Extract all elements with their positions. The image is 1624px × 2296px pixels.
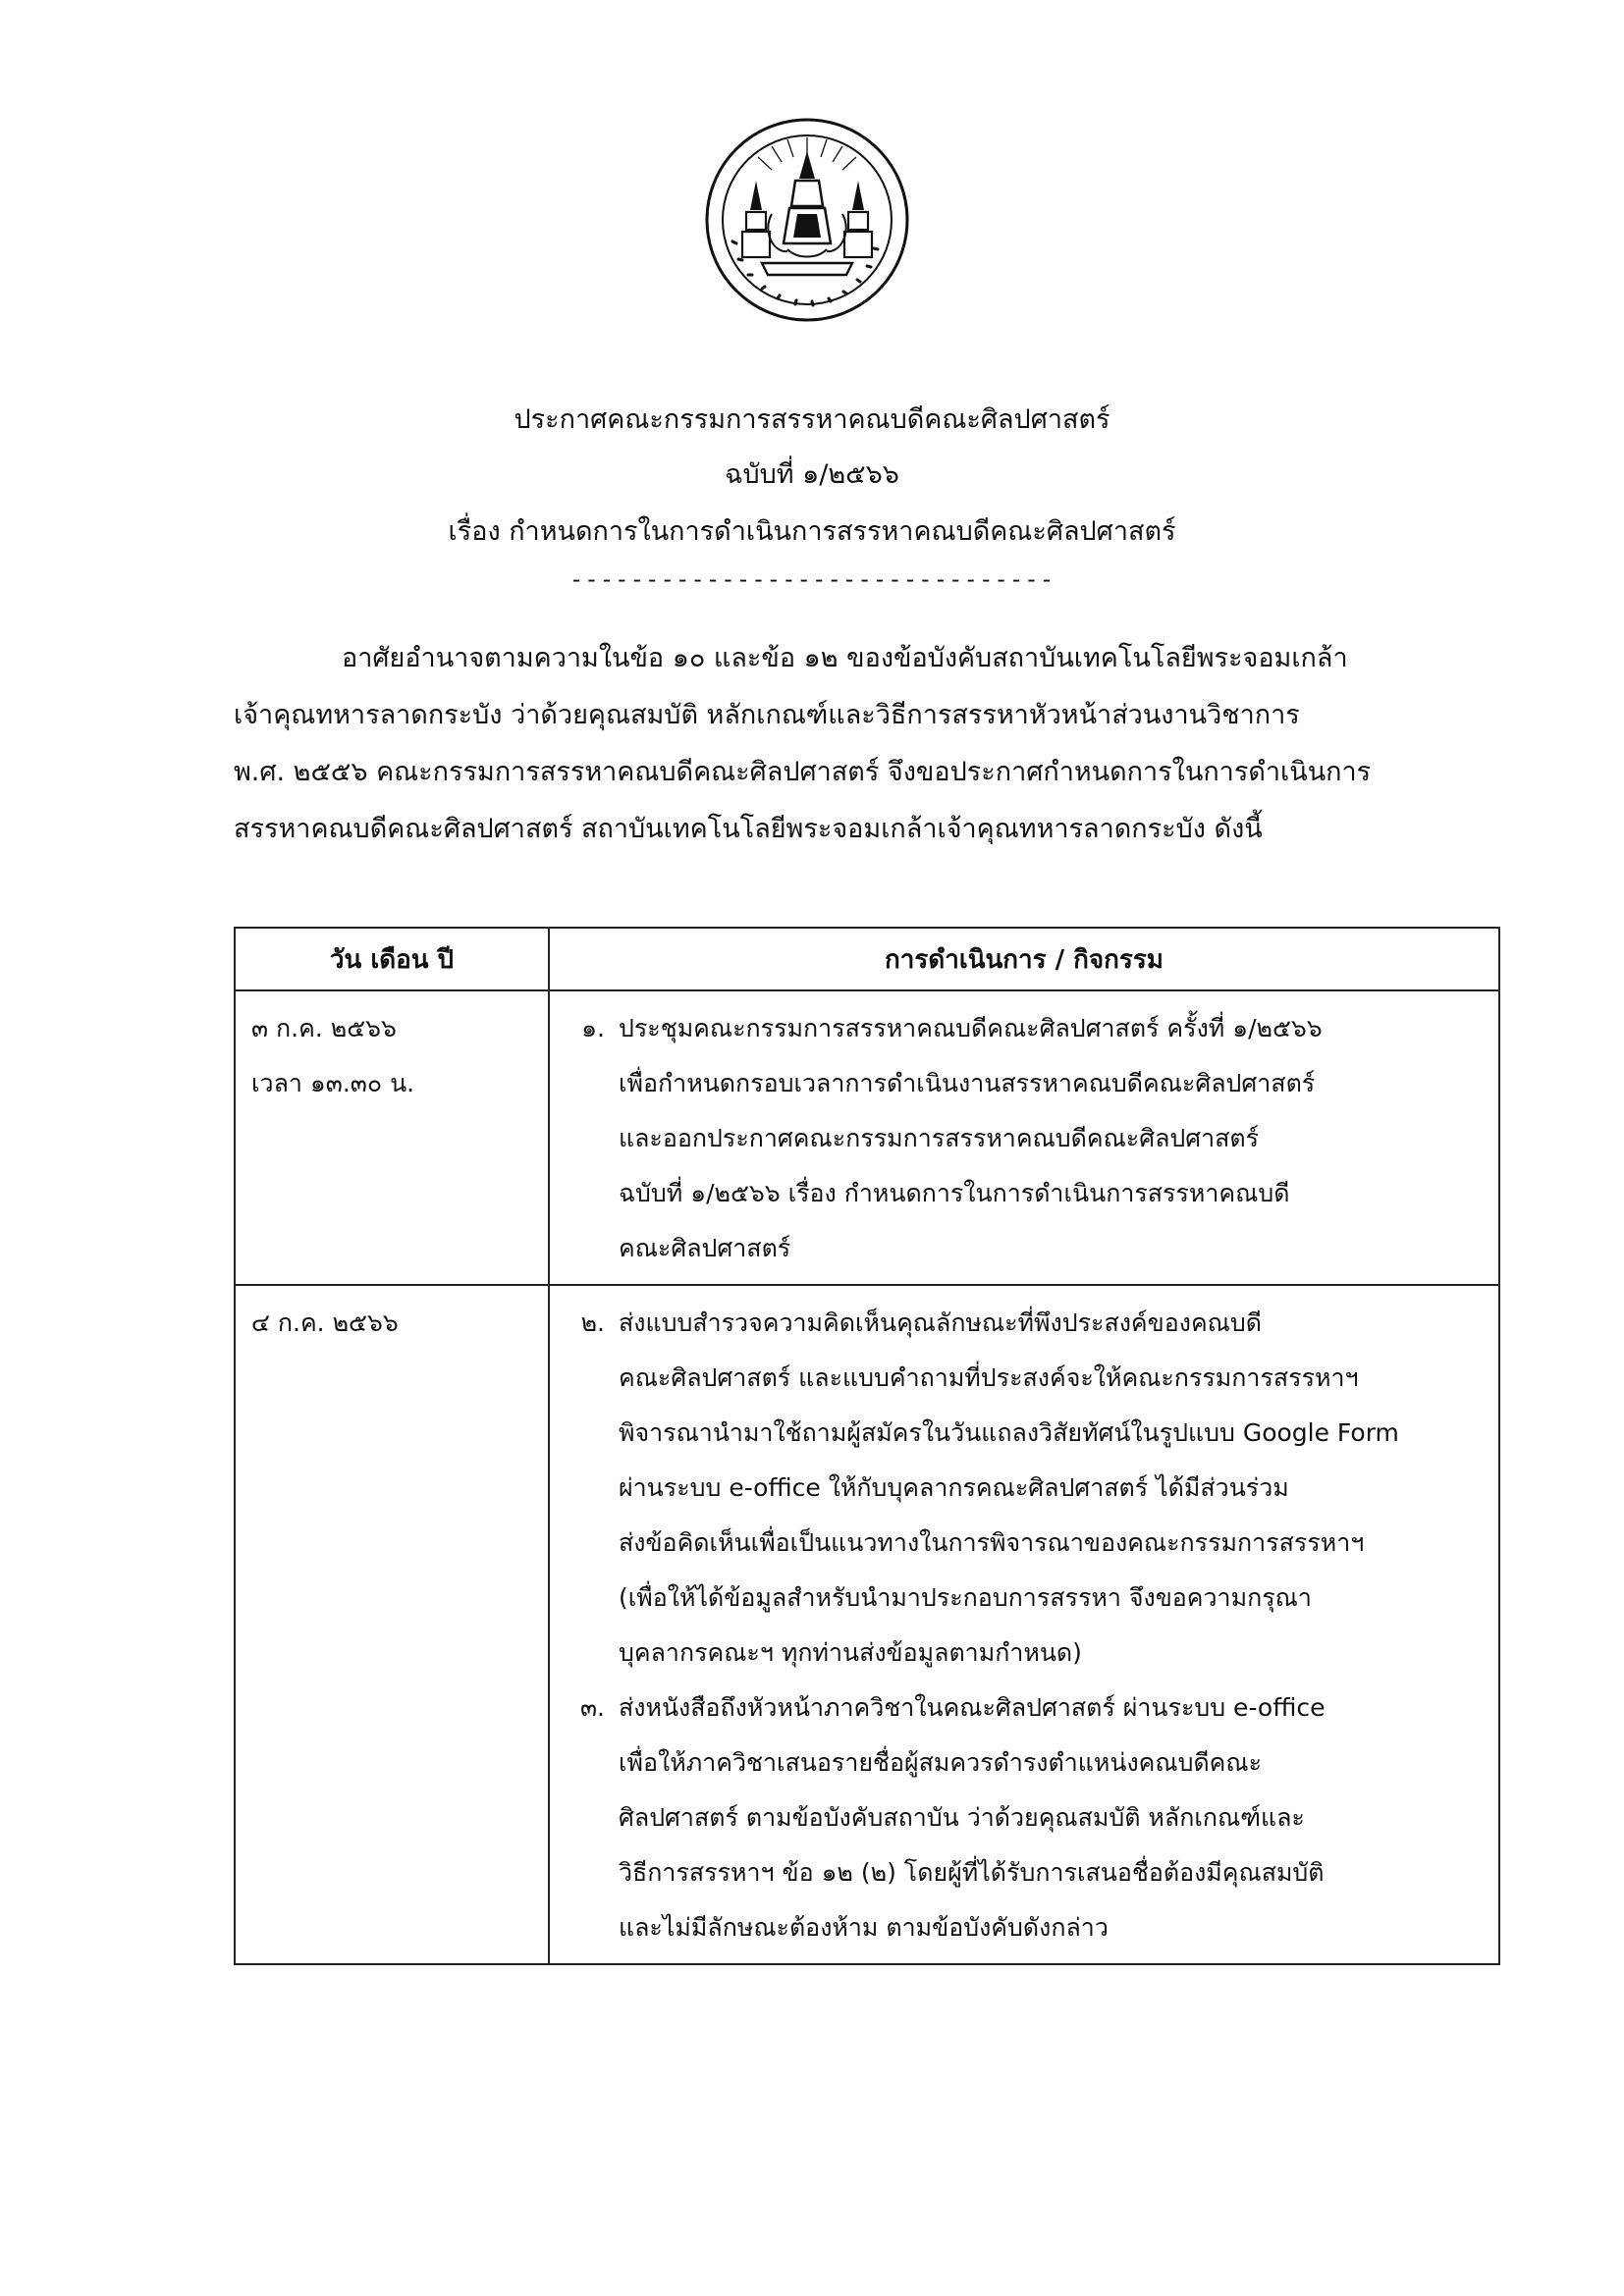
table-row xyxy=(235,1285,1499,1964)
item-line: และออกประกาศคณะกรรมการสรรหาคณบดีคณะศิลปศาสตร์ xyxy=(619,1124,1260,1152)
item-text xyxy=(619,1681,1485,1955)
intro-line: เจ้าคุณทหารลาดกระบัง ว่าด้วยคุณสมบัติ หลักเกณฑ์และวิธีการสรรหาหัวหน้าส่วนงานวิชาการ xyxy=(234,700,1300,730)
announcement-subject: เรื่อง กำหนดการในการดำเนินการสรรหาคณบดีคณะศิลปศาสตร์ xyxy=(448,516,1176,547)
item-line: ประชุมคณะกรรมการสรรหาคณบดีคณะศิลปศาสตร์ ครั้งที่ ๑/๒๕๖๖ xyxy=(619,1014,1323,1042)
intro-line: อาศัยอำนาจตามความในข้อ ๑๐ และข้อ ๑๒ ของข้อบังคับสถาบันเทคโนโลยีพระจอมเกล้า xyxy=(342,643,1348,673)
item-number: ๒. xyxy=(580,1308,605,1337)
item-text xyxy=(619,1296,1485,1681)
item-line: ฉบับที่ ๑/๒๕๖๖ เรื่อง กำหนดการในการดำเนินการสรรหาคณบดี xyxy=(619,1179,1290,1207)
item-line: คณะศิลปศาสตร์ xyxy=(619,1234,791,1262)
activity-column-header: การดำเนินการ / กิจกรรม xyxy=(549,928,1499,990)
intro-paragraph xyxy=(234,630,1483,858)
intro-line: สรรหาคณบดีคณะศิลปศาสตร์ สถาบันเทคโนโลยีพระจอมเกล้าเจ้าคุณทหารลาดกระบัง ดังนี้ xyxy=(234,814,1263,844)
announcement-issue: ฉบับที่ ๑/๒๕๖๖ xyxy=(725,459,899,490)
time-line: เวลา ๑๓.๓๐ น. xyxy=(251,1069,415,1097)
activity-cell xyxy=(549,1285,1499,1964)
intro-line: พ.ศ. ๒๕๕๖ คณะกรรมการสรรหาคณบดีคณะศิลปศาสตร์ จึงขอประกาศกำหนดการในการดำเนินการ xyxy=(234,757,1372,787)
date-cell xyxy=(235,990,549,1285)
item-line: บุคลากรคณะฯ ทุกท่านส่งข้อมูลตามกำหนด) xyxy=(619,1638,1082,1667)
activity-item xyxy=(550,1296,1485,1681)
item-line: พิจารณานำมาใช้ถามผู้สมัครในวันแถลงวิสัยทัศน์ในรูปแบบ Google Form xyxy=(619,1418,1399,1447)
item-number: ๓. xyxy=(579,1693,605,1722)
activity-item xyxy=(550,1001,1485,1276)
item-line: เพื่อกำหนดกรอบเวลาการดำเนินงานสรรหาคณบดีคณะศิลปศาสตร์ xyxy=(619,1069,1316,1097)
date-line: ๔ ก.ค. ๒๕๖๖ xyxy=(251,1308,399,1337)
item-line: ศิลปศาสตร์ ตามข้อบังคับสถาบัน ว่าด้วยคุณสมบัติ หลักเกณฑ์และ xyxy=(619,1803,1305,1832)
institute-seal-icon xyxy=(703,116,911,324)
schedule-table xyxy=(234,927,1500,1965)
date-cell xyxy=(235,1285,549,1964)
announcement-title: ประกาศคณะกรรมการสรรหาคณบดีคณะศิลปศาสตร์ xyxy=(514,404,1110,435)
date-column-header: วัน เดือน ปี xyxy=(235,928,549,990)
item-line: ผ่านระบบ e-office ให้กับบุคลากรคณะศิลปศาสตร์ ได้มีส่วนร่วม xyxy=(619,1473,1289,1502)
item-line: และไม่มีลักษณะต้องห้าม ตามข้อบังคับดังกล่าว xyxy=(619,1913,1109,1942)
item-line: (เพื่อให้ได้ข้อมูลสำหรับนำมาประกอบการสรรหา จึงขอความกรุณา xyxy=(619,1583,1312,1612)
item-text xyxy=(619,1001,1485,1276)
item-line: ส่งแบบสำรวจความคิดเห็นคุณลักษณะที่พึงประสงค์ของคณบดี xyxy=(619,1308,1262,1337)
item-line: เพื่อให้ภาควิชาเสนอรายชื่อผู้สมควรดำรงตำแหน่งคณบดีคณะ xyxy=(619,1748,1263,1777)
date-line: ๓ ก.ค. ๒๕๖๖ xyxy=(251,1014,397,1042)
table-row xyxy=(235,990,1499,1285)
item-line: ส่งข้อคิดเห็นเพื่อเป็นแนวทางในการพิจารณาของคณะกรรมการสรรหาฯ xyxy=(619,1528,1365,1557)
item-number: ๑. xyxy=(581,1014,605,1042)
separator-line: -------------------------------- xyxy=(568,565,1056,593)
item-line: วิธีการสรรหาฯ ข้อ ๑๒ (๒) โดยผู้ที่ได้รับการเสนอชื่อต้องมีคุณสมบัติ xyxy=(619,1858,1325,1887)
activity-cell xyxy=(549,990,1499,1285)
item-line: ส่งหนังสือถึงหัวหน้าภาควิชาในคณะศิลปศาสตร์ ผ่านระบบ e-office xyxy=(619,1693,1326,1722)
activity-item xyxy=(550,1681,1485,1955)
table-header-row xyxy=(235,928,1499,990)
item-line: คณะศิลปศาสตร์ และแบบคำถามที่ประสงค์จะให้คณะกรรมการสรรหาฯ xyxy=(619,1363,1359,1392)
